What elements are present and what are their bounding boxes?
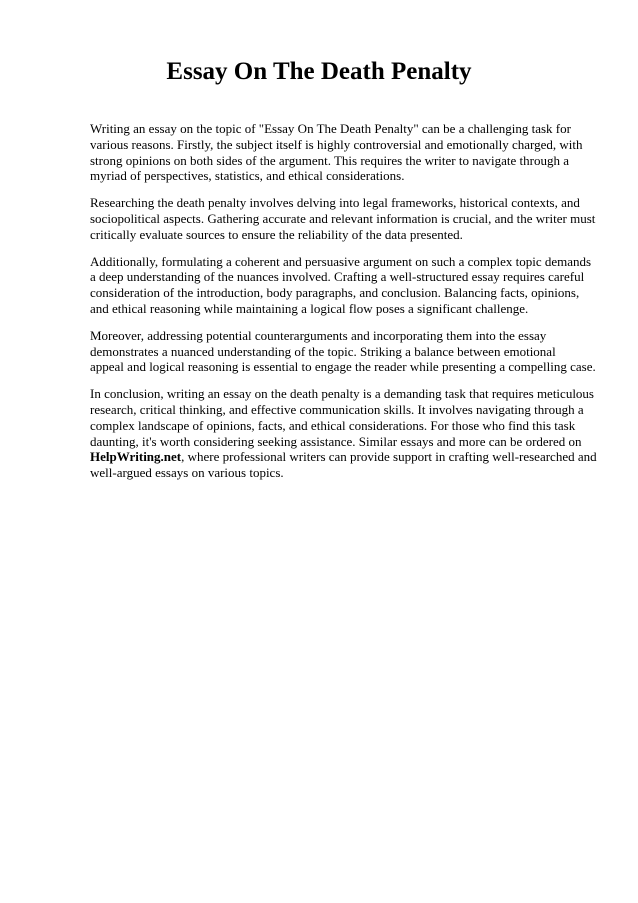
paragraph-3 (90, 254, 598, 317)
page-title: Essay On The Death Penalty (166, 58, 472, 85)
text-line: consideration of the introduction, body paragraphs, and conclusion. Balancing facts, opinions, (90, 285, 580, 301)
essay-body (90, 121, 598, 492)
text-line: Additionally, formulating a coherent and persuasive argument on such a complex topic demands (90, 253, 592, 269)
text-line: strong opinions on both sides of the argument. This requires the writer to navigate through a (90, 152, 569, 168)
helpwriting-link[interactable]: HelpWriting.net (90, 449, 182, 465)
text-line: complex landscape of opinions, facts, and ethical considerations. For those who find this task (90, 417, 576, 433)
text-line: appeal and logical reasoning is essential to engage the reader while presenting a compelling case. (90, 359, 596, 375)
text-line: myriad of perspectives, statistics, and ethical considerations. (90, 168, 405, 184)
text-line: sociopolitical aspects. Gathering accurate and relevant information is crucial, and the writer must (90, 210, 596, 226)
text-line: well-argued essays on various topics. (90, 465, 284, 481)
text-line: demonstrates a nuanced understanding of the topic. Striking a balance between emotional (90, 343, 556, 359)
text-line: a deep understanding of the nuances involved. Crafting a well-structured essay requires careful (90, 269, 585, 285)
text-line: daunting, it's worth considering seeking assistance. Similar essays and more can be ordered on (90, 433, 582, 449)
link-trailing-text: , where professional writers can provide support in crafting well-researched and (181, 449, 597, 465)
text-line (90, 449, 598, 465)
text-line: In conclusion, writing an essay on the death penalty is a demanding task that requires meticulous (90, 386, 594, 402)
text-line: research, critical thinking, and effective communication skills. It involves navigating through a (90, 401, 584, 417)
paragraph-2 (90, 195, 598, 242)
text-line: Moreover, addressing potential counterarguments and incorporating them into the essay (90, 327, 547, 343)
paragraph-1 (90, 121, 598, 184)
text-line: and ethical reasoning while maintaining a logical flow poses a significant challenge. (90, 300, 529, 316)
text-line: Writing an essay on the topic of "Essay On The Death Penalty" can be a challenging task for (90, 121, 571, 136)
text-line: Researching the death penalty involves delving into legal frameworks, historical contexts, and (90, 195, 580, 211)
text-line: critically evaluate sources to ensure the reliability of the data presented. (90, 226, 463, 242)
text-line: various reasons. Firstly, the subject itself is highly controversial and emotionally charged, with (90, 136, 583, 152)
paragraph-5 (90, 386, 598, 481)
paragraph-4 (90, 328, 598, 375)
